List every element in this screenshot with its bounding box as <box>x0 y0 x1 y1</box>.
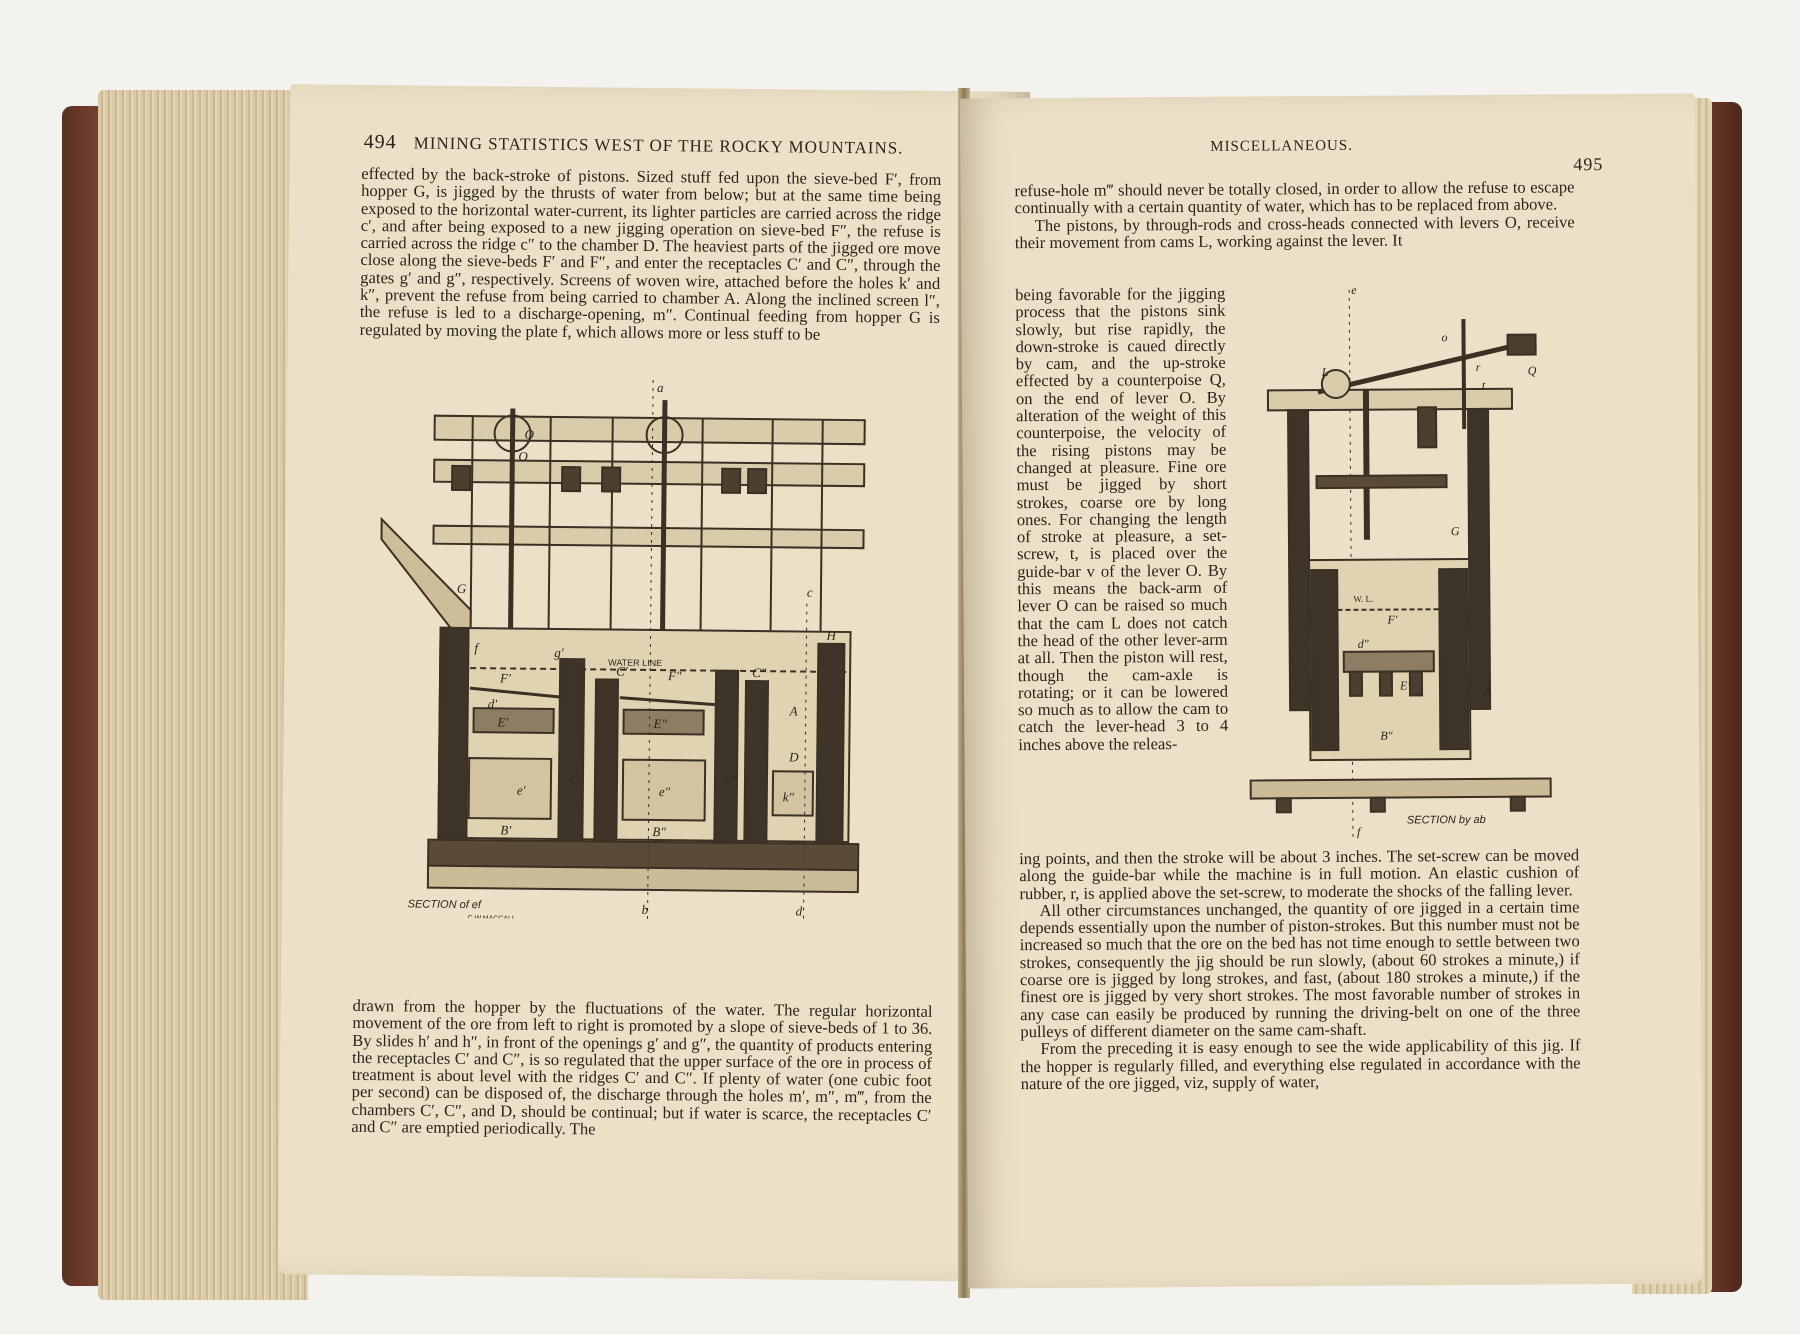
label-Q-right: Q <box>1527 363 1537 378</box>
right-page-number: 495 <box>1573 154 1604 175</box>
open-book <box>62 88 1742 1306</box>
left-page-number: 494 <box>363 130 397 154</box>
label-WL: W. L. <box>1353 593 1374 604</box>
label-d1: d′ <box>487 696 498 712</box>
label-e1: e′ <box>516 782 526 798</box>
label-c1: c′ <box>568 771 578 787</box>
section-mark-a: a <box>657 380 664 396</box>
section-mark-b: b <box>641 901 649 917</box>
label-E2: E″ <box>653 715 668 732</box>
right-paragraph-top: refuse-hole m‴ should never be totally closed, in order to allow the refuse to escape continually with a certain quantity of water, which has to be replaced from above. The pistons, by through-rods and cross-heads connected with levers O, receive their movement from cams L, working against the lever. It <box>1014 177 1575 253</box>
label-H: H <box>826 627 836 643</box>
section-mark-f: f <box>1356 824 1361 839</box>
label-B1: B′ <box>500 822 512 838</box>
label-r: r <box>1475 359 1481 374</box>
label-o: o <box>1441 330 1448 345</box>
label-C2: C″ <box>752 665 767 681</box>
section-mark-e: e <box>1351 282 1357 297</box>
label-C1: C′ <box>616 663 628 679</box>
left-running-head: MINING STATISTICS WEST OF THE ROCKY MOUNTAINS. <box>413 133 904 158</box>
label-G: G <box>456 580 467 597</box>
label-t: t <box>1481 377 1486 392</box>
left-page <box>278 84 1030 1282</box>
label-G-right: G <box>1450 524 1460 539</box>
water-line-label: WATER LINE <box>608 657 663 669</box>
label-k2: k″ <box>782 789 795 805</box>
label-B2-right: B″ <box>1380 728 1393 743</box>
label-O: O <box>518 448 528 464</box>
right-running-head: MISCELLANEOUS. <box>1210 137 1354 155</box>
label-E1-right: E′ <box>1399 678 1410 693</box>
label-f: f <box>474 640 479 656</box>
label-F1-right: F′ <box>1387 612 1398 627</box>
label-F1: F′ <box>499 670 511 686</box>
label-c2: c″ <box>724 772 737 788</box>
label-e2: e″ <box>658 784 671 800</box>
label-D: D <box>789 749 799 765</box>
section-mark-c: c <box>806 584 813 600</box>
jig-side-section-figure <box>1237 278 1571 840</box>
jig-section-figure <box>368 377 944 923</box>
section-mark-d: d <box>795 903 803 919</box>
label-A: A <box>789 703 798 719</box>
page-edges-left <box>98 90 308 1300</box>
label-g1: g′ <box>554 644 564 661</box>
right-paragraph-bottom: ing points, and then the stroke will be about 3 inches. The set-screw can be moved along the guide-bar while the machine is in full motion. An elastic cushion of rubber, r, is applied above the set-screw, to moderate the shocks of the falling lever. All other circumstances unchanged, the quantity of ore jigged in a certain time depends essentially upon the number of piston-strokes. But this number must not be increased so much that the ore on the bed has not time enough to settle between two strokes, consequently the jig should be run slowly, (about 60 strokes a minute,) if coarse ore is jigged by long strokes, and fast, (about 180 strokes a minute,) if the finest ore is jigged by very short strokes. The most favorable number of strokes in any case can easily be produced by running the driving-belt on one of the three pulleys of different diameter on the same cam-shaft. From the preceding it is easy enough to see the wide applicability of this jig. If the hopper is regularly filled, and everything else regulated in accordance with the nature of the ore jigged, viz, supply of water, <box>1019 845 1581 1094</box>
right-page <box>960 93 1703 1288</box>
label-B2: B″ <box>652 823 666 840</box>
label-F2: F″ <box>667 668 682 684</box>
label-E1: E′ <box>497 714 509 730</box>
left-figure-caption: SECTION of ef <box>407 898 482 912</box>
right-paragraph-narrow: being favorable for the jigging process that the pistons sink slowly, but rise rapidly, the down-stroke is caued directly by cam, and the up-stroke effected by a counterpoise Q, on the end of lever O. By alteration of the weight of this counterpoise, the velocity of the rising pistons may be changed at pleasure. Fine ore must be jigged by short strokes, coarse ore by long ones. For changing the length of stroke at pleasure, a set-screw, t, is placed over the guide-bar v of the lever O. By this means the back-arm of lever O can be raised so much that the cam L does not catch the head of the other lever-arm at all. Then the piston will rest, though the cam-axle is rotating; or it can be lowered so much as to allow the cam to catch the lever-head 3 to 4 inches above the releas- <box>1015 283 1229 754</box>
label-A-right: A <box>1483 683 1492 698</box>
engraver-credit: C.W.MACCALL <box>467 915 516 923</box>
right-figure-caption: SECTION by ab <box>1406 813 1486 827</box>
label-L: L <box>1321 365 1329 380</box>
left-paragraph-top: effected by the back-stroke of pistons. Sized stuff fed upon the sieve-bed F′, from hopper G, is jigged by the thrusts of water from below; but at the same time being exposed to the horizontal water-current, its lighter particles are carried across the ridge c′, and after being exposed to a new jigging operation on sieve-bed F″, the refuse is carried across the ridge c″ to the chamber D. The heaviest parts of the jigged ore move close along the sieve-beds F′ and F″, and enter the receptacles C′ and C″, through the gates g′ and g″, respectively. Screens of woven wire, attached before the holes k′ and k″, prevent the refuse from being carried to chamber A. Along the inclined screen l″, the refuse is led to a discharge-opening, m″. Continual feeding from hopper G is regulated by moving the plate f, which allows more or less stuff to be <box>359 163 942 344</box>
label-d2: d″ <box>1357 636 1369 651</box>
left-paragraph-bottom: drawn from the hopper by the fluctuations of the water. The regular horizontal movement of the ore from left to right is promoted by a slope of sieve-beds of 1 to 36. By slides h′ and h″, in front of the openings g′ and g″, the quantity of products entering the receptacles C′ and C″, is so regulated that the upper surface of the ore in process of treatment is about level with the ridges C′ and C″. If plenty of water (one cubic foot per second) can be disposed of, the discharge through the holes m′, m″, m‴, from the chambers C′, C″, and D, should be continual; but if water is scarce, the receptacles C′ and C″ are emptied periodically. The <box>351 995 933 1139</box>
label-Q: Q <box>524 426 535 442</box>
